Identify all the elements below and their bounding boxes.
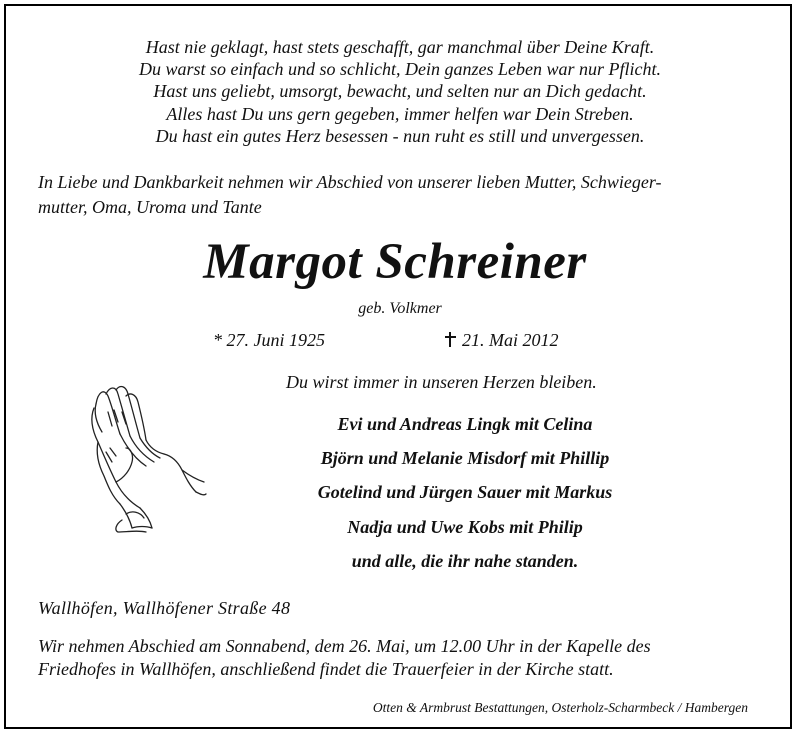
motto: Du wirst immer in unseren Herzen bleiben. xyxy=(286,372,597,392)
mourners-list xyxy=(240,407,690,578)
ceremony-line: Friedhofes in Wallhöfen, anschließend findet die Trauerfeier in der Kirche statt. xyxy=(38,658,614,679)
intro-line: In Liebe und Dankbarkeit nehmen wir Abschied von unserer lieben Mutter, Schwieger- xyxy=(38,172,662,192)
birth-name: geb. Volkmer xyxy=(358,300,442,317)
death-date: 21. Mai 2012 xyxy=(462,330,559,350)
mourner-line: Evi und Andreas Lingk mit Celina xyxy=(337,414,593,434)
intro-text xyxy=(38,170,768,220)
poem-line: Hast nie geklagt, hast stets geschafft, gar manchmal über Deine Kraft. xyxy=(145,37,655,57)
birth-date: * 27. Juni 1925 xyxy=(213,330,325,350)
poem-line: Hast uns geliebt, umsorgt, bewacht, und selten nur an Dich gedacht. xyxy=(153,81,647,102)
undertaker-credit: Otten & Armbrust Bestattungen, Osterholz-Scharmbeck / Hambergen xyxy=(372,700,748,715)
deceased-name: Margot Schreiner xyxy=(203,234,587,290)
praying-hands-icon xyxy=(86,382,208,534)
ceremony-line: Wir nehmen Abschied am Sonnabend, dem 26. Mai, um 12.00 Uhr in der Kapelle des xyxy=(38,636,651,656)
cross-icon xyxy=(445,332,456,347)
ceremony-info xyxy=(38,635,778,680)
mourner-line: Björn und Melanie Misdorf mit Phillip xyxy=(320,448,610,469)
address: Wallhöfen, Wallhöfener Straße 48 xyxy=(38,598,291,618)
mourner-line: Gotelind und Jürgen Sauer mit Markus xyxy=(317,482,613,503)
poem-line: Du hast ein gutes Herz besessen - nun ruht es still und unvergessen. xyxy=(155,125,645,146)
death-date-block xyxy=(445,329,559,351)
poem-line: Du warst so einfach und so schlicht, Dein ganzes Leben war nur Pflicht. xyxy=(139,59,661,80)
mourner-line: und alle, die ihr nahe standen. xyxy=(351,550,579,571)
intro-line: mutter, Oma, Uroma und Tante xyxy=(38,197,262,217)
poem-line: Alles hast Du uns gern gegeben, immer helfen war Dein Streben. xyxy=(166,103,634,124)
memorial-poem xyxy=(0,36,800,147)
mourner-line: Nadja und Uwe Kobs mit Philip xyxy=(347,516,583,537)
